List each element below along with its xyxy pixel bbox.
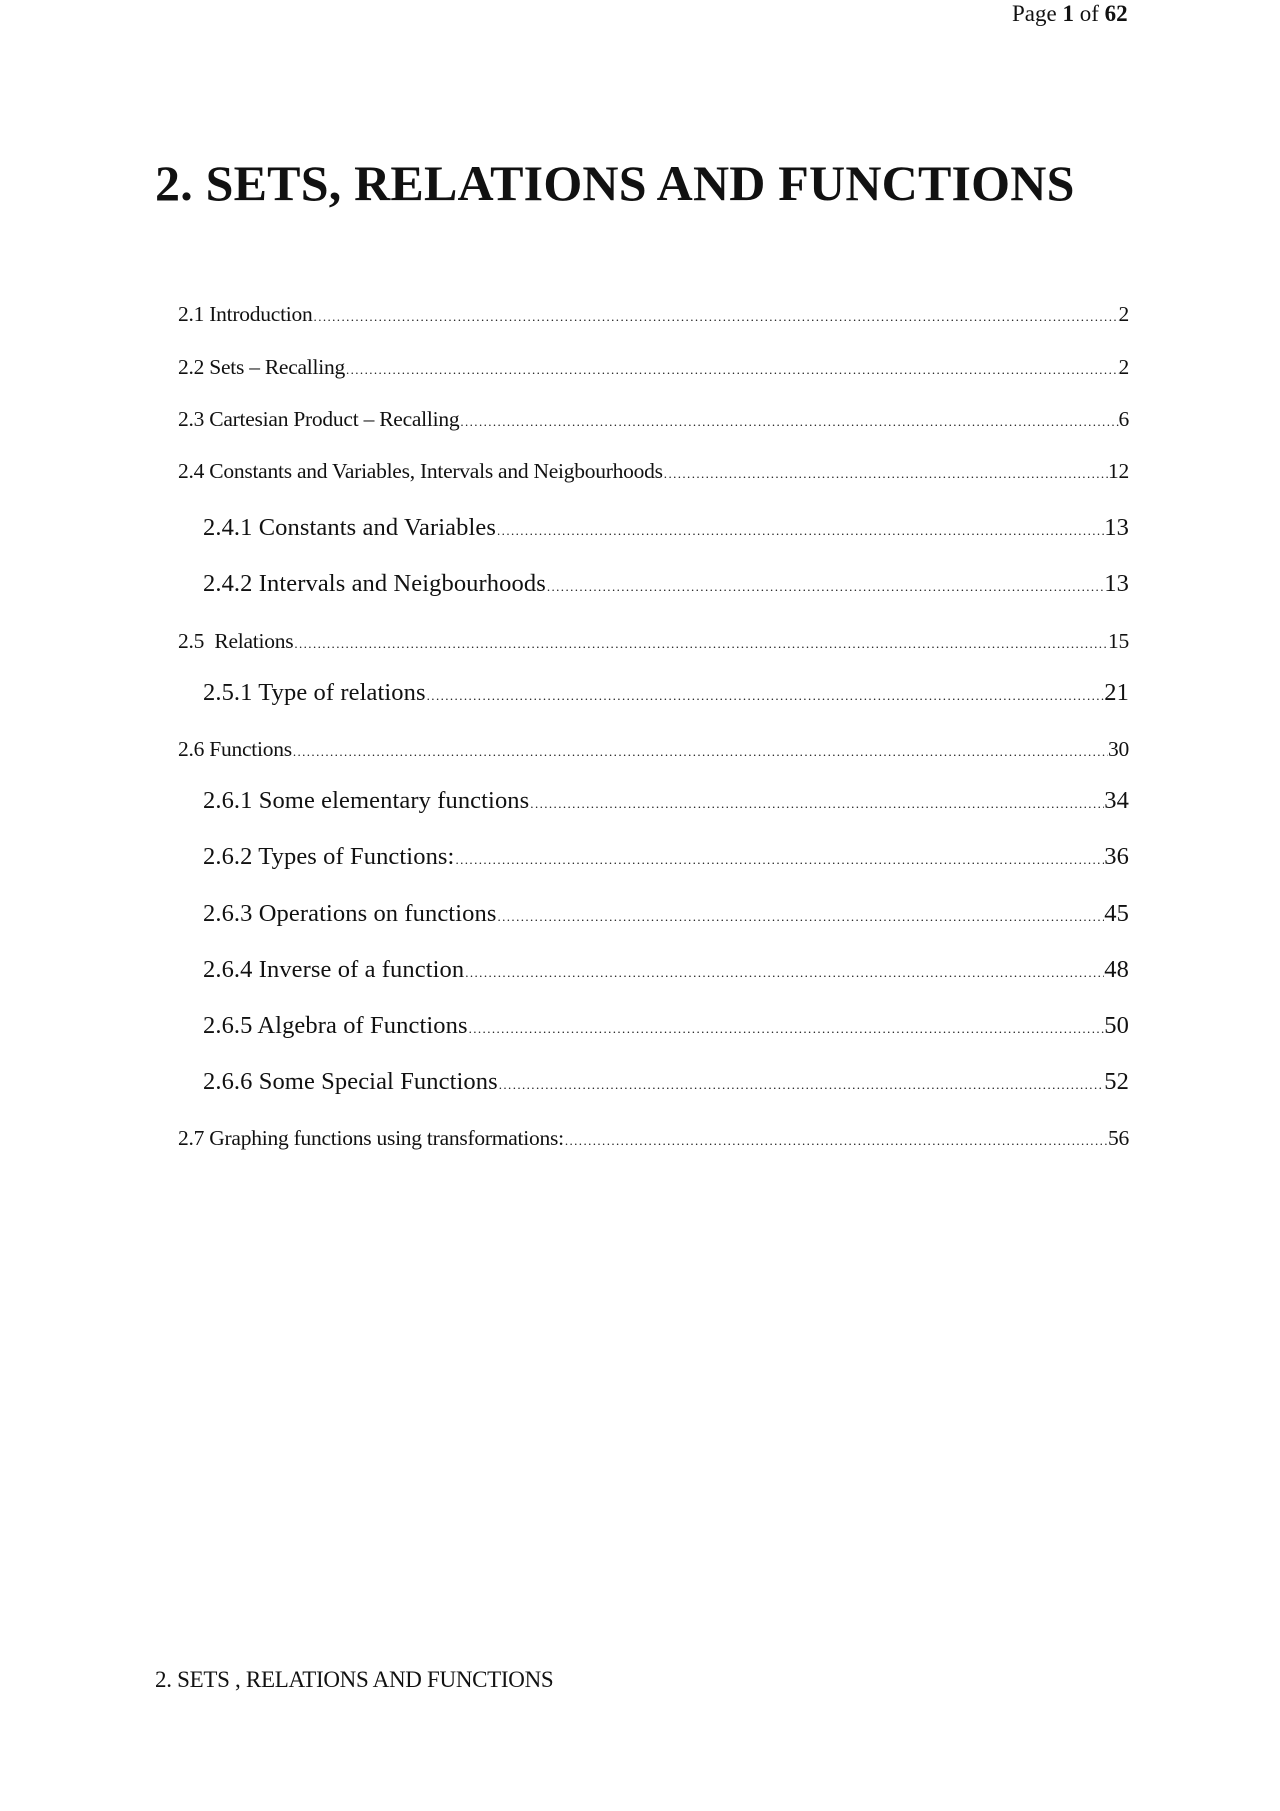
toc-dot-leader (454, 844, 1104, 876)
toc-entry-label: 2.5.1 Type of relations (203, 679, 426, 706)
toc-dot-leader (496, 901, 1104, 933)
toc-entry-intervals-and-neigbourhoods[interactable] (203, 568, 1129, 603)
toc-dot-leader (498, 1069, 1105, 1101)
toc-entry-page: 48 (1104, 956, 1129, 983)
toc-entry-sets-recalling[interactable] (178, 353, 1129, 384)
toc-entry-label: 2.6.2 Types of Functions: (203, 843, 455, 870)
toc-dot-leader (468, 1013, 1105, 1045)
toc-entry-inverse-of-a-function[interactable] (203, 954, 1129, 989)
toc-entry-some-elementary-functions[interactable] (203, 785, 1129, 820)
toc-dot-leader (546, 571, 1104, 603)
toc-entry-some-special-functions[interactable] (203, 1066, 1129, 1101)
page-label: Page (1012, 1, 1057, 26)
toc-entry-label: 2.5 Relations (178, 629, 294, 653)
toc-entry-label: 2.3 Cartesian Product – Recalling (178, 407, 460, 431)
toc-entry-page: 2 (1118, 355, 1129, 379)
toc-entry-page: 34 (1104, 787, 1129, 814)
toc-dot-leader (464, 957, 1104, 989)
toc-entry-page: 52 (1104, 1068, 1129, 1095)
toc-entry-label: 2.6.6 Some Special Functions (203, 1068, 498, 1095)
toc-entry-label: 2.6.5 Algebra of Functions (203, 1012, 468, 1039)
toc-entry-algebra-of-functions[interactable] (203, 1010, 1129, 1045)
toc-entry-label: 2.7 Graphing functions using transformations: (178, 1126, 564, 1150)
document-title: 2. SETS, RELATIONS AND FUNCTIONS (155, 155, 1075, 211)
toc-entry-label: 2.4.2 Intervals and Neigbourhoods (203, 570, 546, 597)
toc-entry-label: 2.6.3 Operations on functions (203, 900, 497, 927)
toc-entry-page: 13 (1104, 570, 1129, 597)
toc-dot-leader (564, 1127, 1108, 1155)
toc-entry-page: 36 (1104, 843, 1129, 870)
toc-dot-leader (459, 408, 1118, 436)
toc-dot-leader (496, 515, 1104, 547)
toc-dot-leader (313, 303, 1119, 331)
current-page-number: 1 (1062, 1, 1074, 26)
toc-entry-constants-variables-intervals[interactable] (178, 457, 1129, 488)
toc-entry-page: 45 (1104, 900, 1129, 927)
toc-entry-page: 21 (1104, 679, 1129, 706)
toc-entry-label: 2.6.4 Inverse of a function (203, 956, 465, 983)
toc-entry-label: 2.6 Functions (178, 737, 292, 761)
toc-entry-label: 2.6.1 Some elementary functions (203, 787, 530, 814)
toc-entry-page: 15 (1108, 629, 1129, 653)
toc-entry-page: 50 (1104, 1012, 1129, 1039)
toc-entry-cartesian-product[interactable] (178, 405, 1129, 436)
toc-dot-leader (293, 630, 1108, 658)
toc-entry-label: 2.2 Sets – Recalling (178, 355, 345, 379)
toc-entry-page: 56 (1108, 1126, 1129, 1150)
toc-entry-page: 30 (1108, 737, 1129, 761)
toc-dot-leader (529, 788, 1104, 820)
toc-entry-graphing-functions[interactable] (178, 1124, 1129, 1155)
toc-entry-functions[interactable] (178, 735, 1129, 766)
toc-dot-leader (426, 680, 1105, 712)
toc-entry-types-of-functions[interactable] (203, 841, 1129, 876)
toc-entry-relations[interactable] (178, 627, 1129, 658)
toc-entry-constants-and-variables[interactable] (203, 512, 1129, 547)
toc-entry-page: 12 (1108, 459, 1129, 483)
toc-entry-page: 13 (1104, 514, 1129, 541)
total-pages-number: 62 (1104, 1, 1128, 26)
toc-entry-type-of-relations[interactable] (203, 677, 1129, 712)
page-footer: 2. SETS , RELATIONS AND FUNCTIONS (155, 1667, 554, 1692)
toc-entry-label: 2.4.1 Constants and Variables (203, 514, 497, 541)
toc-dot-leader (663, 460, 1108, 488)
page-of-label: of (1079, 1, 1099, 26)
toc-entry-operations-on-functions[interactable] (203, 898, 1129, 933)
toc-dot-leader (345, 356, 1119, 384)
toc-entry-page: 2 (1118, 302, 1129, 326)
toc-entry-introduction[interactable] (178, 300, 1129, 331)
toc-dot-leader (292, 738, 1108, 766)
toc-entry-label: 2.4 Constants and Variables, Intervals and Neigbourhoods (178, 459, 663, 483)
toc-entry-label: 2.1 Introduction (178, 302, 313, 326)
toc-entry-page: 6 (1118, 407, 1129, 431)
